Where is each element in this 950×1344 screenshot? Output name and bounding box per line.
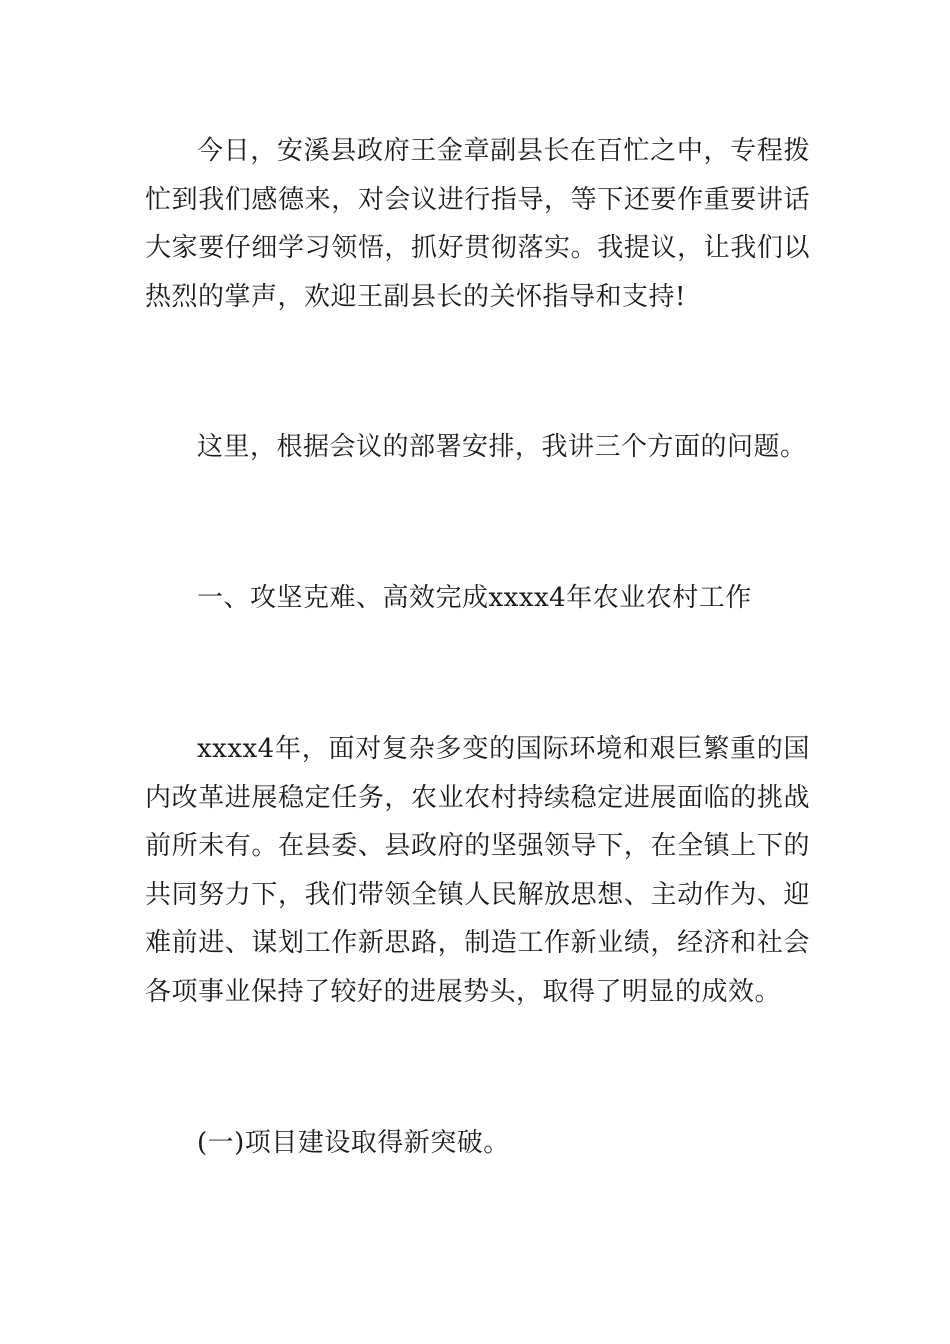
paragraph-annual-review: xxxx4年，面对复杂多变的国际环境和艰巨繁重的国内改革进展稳定任务，农业农村持续稳定进展面临的挑战前所未有。在县委、县政府的坚强领导下，在全镇上下的共同努力下，我们带领全镇人民解放思想、主动作为、迎难前进、谋划工作新思路，制造工作新业绩，经济和社会各项事业保持了较好的进展势头，取得了明显的成效。 <box>145 734 810 1007</box>
section-heading-one: 一、攻坚克难、高效完成xxxx4年农业农村工作 <box>197 583 752 613</box>
subsection-heading-one: (一)项目建设取得新突破。 <box>197 1128 510 1158</box>
paragraph-welcome-remarks: 今日，安溪县政府王金章副县长在百忙之中，专程拨忙到我们感德来，对会议进行指导，等下还要作重要讲话大家要仔细学习领悟，抓好贯彻落实。我提议，让我们以热烈的掌声，欢迎王副县长的关怀指导和支持! <box>145 136 810 312</box>
paragraph-agenda-intro: 这里，根据会议的部署安排，我讲三个方面的问题。 <box>197 432 807 462</box>
